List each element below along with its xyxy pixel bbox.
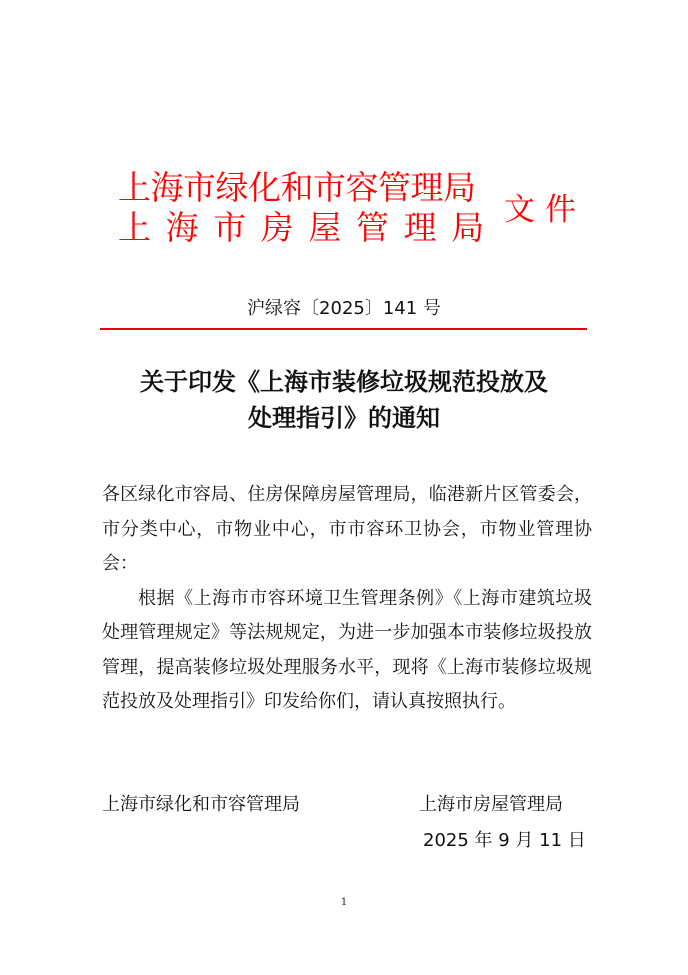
document-body (102, 478, 592, 720)
red-header (118, 168, 598, 252)
title-line-1: 关于印发《上海市装修垃圾规范投放及 (140, 367, 548, 396)
issue-date: 2025 年 9 月 11 日 (423, 830, 586, 851)
body-paragraph: 根据《上海市市容环境卫生管理条例》《上海市建筑垃圾处理管理规定》等法规规定，为进一步加强本市装修垃圾投放管理，提高装修垃圾处理服务水平，现将《上海市装修垃圾规范投放及处理指引》印发给你们，请认真按照执行。 (102, 587, 592, 712)
page-number: 1 (340, 897, 348, 908)
issuer-line-2: 上海市房屋管理局 (118, 208, 499, 247)
document-title (0, 364, 688, 436)
issuer-line-1: 上海市绿化和市容管理局 (118, 168, 476, 207)
title-line-2: 处理指引》的通知 (248, 403, 440, 432)
document-type-label: 文件 (504, 192, 586, 228)
signature-issuer-right: 上海市房屋管理局 (419, 794, 563, 815)
red-divider-line (100, 328, 587, 330)
signature-issuer-left: 上海市绿化和市容管理局 (102, 794, 300, 815)
document-number: 沪绿容〔2025〕141 号 (247, 298, 441, 319)
addressee-list: 各区绿化市容局、住房保障房屋管理局，临港新片区管委会，市分类中心，市物业中心，市市容环卫协会，市物业管理协会： (102, 484, 592, 574)
